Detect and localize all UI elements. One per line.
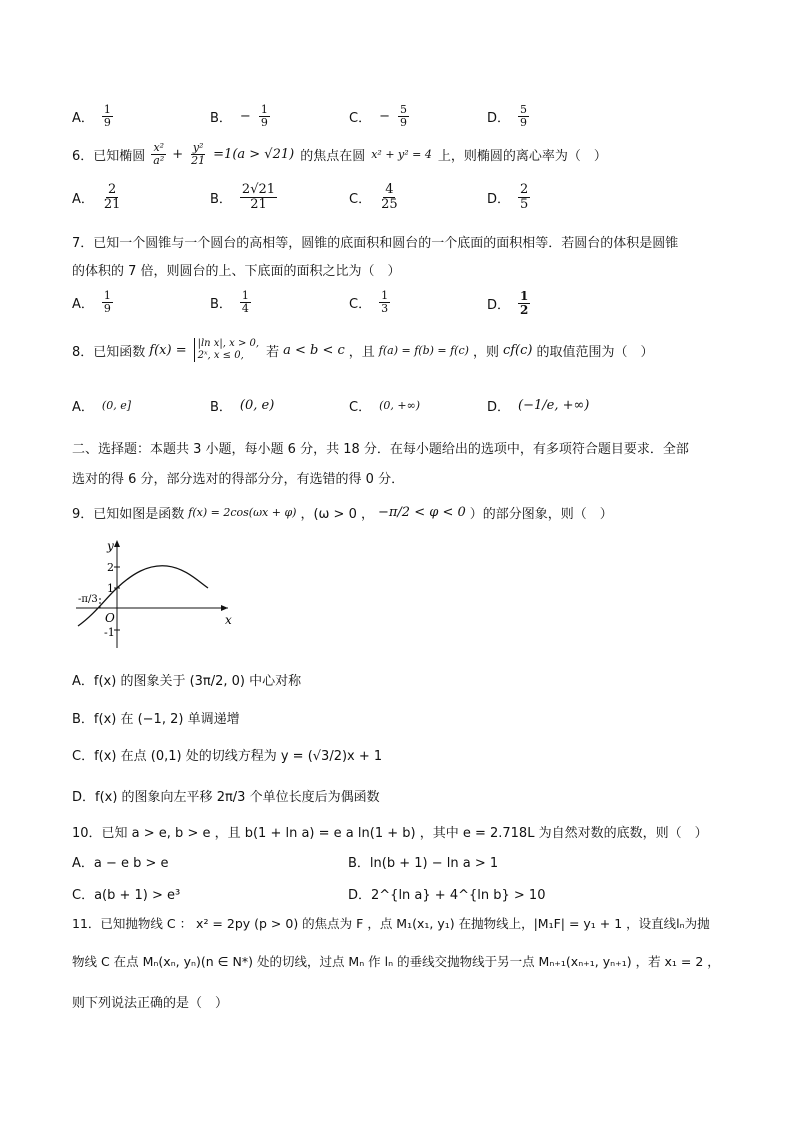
denominator: 25	[381, 196, 398, 212]
q10-stem: 10．已知 a > e, b > e ，且 b(1 + ln a) = e a ln(1 + b) ，其中 e = 2.718L 为自然对数的底数，则（ ）	[72, 826, 708, 841]
q8-expression: cf(c)	[502, 342, 533, 358]
q6-stem: 6．已知椭圆 $\frac{\text{x²}}{\text{a²}}$ + $\frac{\text{y²}}{21}$ =1(a > √21) 的焦点在圆 x² + y² = 4 上，则椭圆的离心率为（ ）	[72, 141, 607, 167]
ellipse-condition: =1(a > √21)	[213, 146, 295, 162]
tick-label-1: 1	[107, 582, 114, 595]
q9-option-d[interactable]: D．f(x) 的图象向左平移 2π/3 个单位长度后为偶函数	[72, 790, 380, 805]
q5-option-a[interactable]	[72, 104, 113, 128]
q10-option-a[interactable]: A．a − e b > e	[72, 856, 169, 871]
y-axis-arrow-icon	[114, 540, 120, 547]
q6-tail: 上，则椭圆的离心率为（ ）	[437, 148, 607, 164]
q6-option-b[interactable]	[210, 183, 277, 211]
q9-tail: ）的部分图象，则（ ）	[469, 507, 613, 522]
q8-option-a[interactable]	[72, 396, 131, 415]
option-text: (0, e)	[239, 398, 275, 413]
piece-2: 2ˣ, x ≤ 0,	[197, 350, 244, 361]
q11-stem-line2: 物线 C 在点 Mₙ(xₙ, yₙ)(n ∈ N*) 处的切线，过点 Mₙ 作 lₙ 的垂线交抛物线于另一点 Mₙ₊₁(xₙ₊₁, yₙ₊₁) ，若 x₁ = 2 ，	[72, 954, 720, 969]
q11-stem-line1: 11．已知抛物线 C ： x² = 2py (p > 0) 的焦点为 F ，点 M₁(x₁, y₁) 在抛物线上，|M₁F| = y₁ + 1 ，设直线lₙ为抛	[72, 916, 710, 931]
piecewise-brace	[194, 338, 259, 362]
denominator: a²	[153, 153, 165, 167]
denominator: 21	[103, 196, 121, 212]
fraction	[398, 104, 409, 128]
piece-1: |ln x|, x > 0,	[197, 338, 260, 349]
q6-option-c[interactable]	[349, 183, 400, 211]
q8-options	[72, 396, 732, 426]
option-label: B．	[210, 191, 232, 207]
function-fx: f(x) =	[149, 342, 187, 358]
option-label: A．	[72, 296, 94, 312]
q8-end: 的取值范围为（ ）	[536, 344, 654, 360]
denominator: 9	[399, 115, 407, 129]
denominator: 21	[191, 153, 206, 167]
option-label: C．	[349, 400, 372, 415]
q9-stem	[72, 503, 613, 522]
denominator: 9	[520, 115, 528, 129]
denominator: 4	[241, 301, 249, 315]
fraction	[518, 183, 530, 211]
option-label: A．	[72, 400, 94, 415]
q7-stem-line2: 的体积的 7 倍，则圆台的上、下底面的面积之比为（ ）	[72, 264, 401, 279]
q8-option-d[interactable]	[487, 396, 589, 415]
denominator: 3	[381, 301, 389, 315]
q5-option-d[interactable]	[487, 104, 529, 128]
q6-option-d[interactable]	[487, 183, 530, 211]
q8-lead: 8．已知函数	[72, 344, 146, 360]
q7-option-b[interactable]	[210, 290, 251, 314]
numerator: 1	[241, 289, 249, 302]
q6-options	[72, 183, 732, 213]
numerator: y²	[192, 141, 204, 154]
tick-label-2: 2	[107, 561, 114, 574]
q6-option-a[interactable]	[72, 183, 122, 211]
q8-mid2: ，且	[348, 344, 375, 360]
q8-equation: f(a) = f(b) = f(c)	[378, 343, 469, 357]
fraction	[379, 290, 390, 314]
fraction	[102, 183, 123, 211]
numerator: 5	[399, 103, 407, 116]
section2-heading-line2: 选对的得 6 分，部分选对的得部分分，有选错的得 0 分．	[72, 472, 405, 487]
q10-option-c[interactable]: C．a(b + 1) > e³	[72, 888, 181, 903]
q11-stem-line3: 则下列说法正确的是（ ）	[72, 996, 229, 1011]
option-text: (−1/e, +∞)	[518, 398, 590, 413]
q8-option-c[interactable]	[349, 396, 420, 415]
q10-option-d[interactable]: D．2^{ln a} + 4^{ln b} > 10	[348, 888, 546, 903]
fraction	[379, 183, 400, 211]
axis-label-x: x	[225, 613, 232, 627]
q7-stem-line1: 7．已知一个圆锥与一个圆台的高相等，圆锥的底面积和圆台的一个底面的面积相等．若圆台的体积是圆锥	[72, 236, 679, 251]
denominator: 9	[103, 115, 111, 129]
numerator: 1	[381, 289, 389, 302]
numerator: 1	[103, 289, 111, 302]
option-label: C．	[349, 296, 372, 312]
numerator: 2√21	[241, 182, 276, 197]
minus-sign: −	[239, 108, 251, 124]
fraction	[240, 290, 251, 314]
q9-condition1: ，(ω > 0 ，	[300, 507, 374, 522]
ellipse-y-term	[189, 142, 207, 166]
option-label: B．	[210, 296, 232, 312]
fraction	[259, 104, 270, 128]
q5-options	[72, 104, 732, 134]
option-label: C．	[349, 191, 372, 207]
denominator: 21	[250, 196, 267, 212]
q9-option-a[interactable]: A．f(x) 的图象关于 (3π/2, 0) 中心对称	[72, 674, 302, 689]
option-text: (0, +∞)	[379, 399, 421, 412]
q10-option-b[interactable]: B．ln(b + 1) − ln a > 1	[348, 856, 499, 871]
fraction	[102, 104, 113, 128]
q9-option-c[interactable]: C．f(x) 在点 (0,1) 处的切线方程为 y = (√3/2)x + 1	[72, 749, 383, 764]
q7-option-c[interactable]	[349, 290, 390, 314]
denominator: 9	[260, 115, 268, 129]
q7-option-d[interactable]	[487, 290, 530, 316]
q9-lead: 9．已知如图是函数	[72, 507, 185, 522]
fraction	[240, 183, 277, 211]
q9-function: f(x) = 2cos(ωx + φ)	[188, 506, 297, 519]
numerator: x²	[153, 141, 165, 154]
numerator: 2	[108, 182, 117, 197]
x-axis-arrow-icon	[221, 605, 228, 611]
q7-option-a[interactable]	[72, 290, 113, 314]
minus-sign: −	[379, 108, 390, 124]
fraction	[518, 290, 530, 316]
denominator: 9	[103, 301, 111, 315]
option-label: D．	[487, 297, 511, 313]
numerator: 2	[520, 182, 529, 197]
option-label: A．	[72, 110, 94, 126]
denominator: 5	[520, 196, 529, 212]
cosine-graph	[70, 536, 240, 651]
numerator: 1	[103, 103, 111, 116]
numerator: 5	[520, 103, 528, 116]
option-text: (0, e]	[101, 399, 131, 412]
numerator: 4	[385, 182, 394, 197]
circle-equation: x² + y² = 4	[371, 147, 432, 161]
q6-mid: 的焦点在圆	[300, 148, 366, 164]
option-label: D．	[487, 191, 511, 207]
q5-option-c[interactable]	[349, 104, 409, 128]
origin-label: O	[105, 611, 115, 625]
q9-condition2: −π/2 < φ < 0	[377, 505, 466, 520]
numerator: 1	[520, 289, 529, 303]
option-label: B．	[210, 110, 232, 126]
q7-options	[72, 290, 732, 320]
tick-label-neg-pi3: -π/3	[78, 594, 98, 605]
q8-stem	[72, 338, 654, 362]
q8-option-b[interactable]	[210, 396, 274, 415]
fraction	[102, 290, 113, 314]
tick-label-neg1: -1	[104, 626, 115, 639]
option-label: B．	[210, 400, 232, 415]
denominator: 2	[520, 302, 529, 317]
option-label: D．	[487, 110, 511, 126]
option-label: A．	[72, 191, 94, 207]
q6-lead: 6．已知椭圆	[72, 148, 146, 164]
section2-heading-line1: 二、选择题：本题共 3 小题，每小题 6 分，共 18 分．在每小题给出的选项中，有多项符合题目要求．全部	[72, 442, 689, 457]
q9-option-b[interactable]: B．f(x) 在 (−1, 2) 单调递增	[72, 712, 240, 727]
option-label: C．	[349, 110, 372, 126]
q8-condition: a < b < c	[283, 342, 345, 358]
ellipse-x-term	[151, 142, 166, 166]
numerator: 1	[260, 103, 268, 116]
fraction	[518, 104, 529, 128]
option-label: D．	[487, 400, 511, 415]
q8-mid: 若	[266, 344, 280, 360]
q5-option-b[interactable]	[210, 104, 270, 128]
axis-label-y: y	[107, 539, 114, 553]
q8-tail: ，则	[472, 344, 499, 360]
